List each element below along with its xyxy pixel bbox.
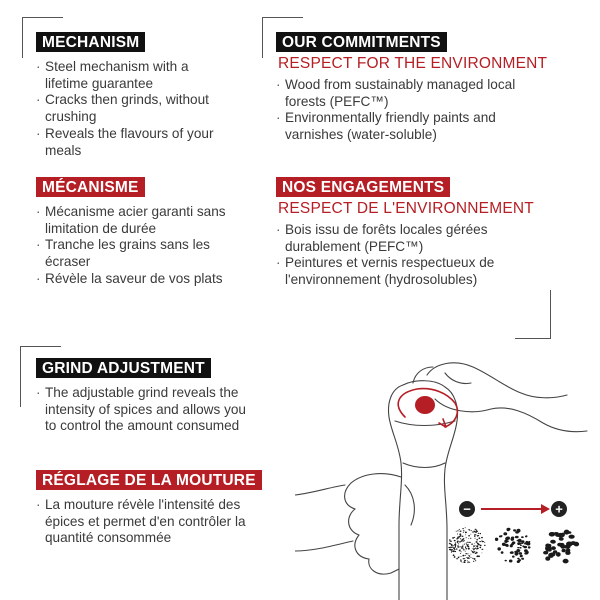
commitments-heading: OUR COMMITMENTS bbox=[276, 32, 447, 52]
mecanisme-list bbox=[36, 204, 236, 288]
red-knob-icon bbox=[415, 396, 435, 414]
svg-text:−: − bbox=[463, 501, 471, 517]
hand-turning-grinder-icon bbox=[295, 363, 587, 600]
list-item: · Cracks then grinds, without crushing bbox=[36, 92, 226, 125]
grind-list bbox=[36, 385, 261, 435]
list-item: · Mécanisme acier garanti sans limitation de durée bbox=[36, 204, 236, 237]
mechanism-heading: MECHANISM bbox=[36, 32, 145, 52]
list-item: · Environmentally friendly paints and varnishes (water-soluble) bbox=[276, 110, 541, 143]
mecanisme-heading: MÉCANISME bbox=[36, 177, 145, 197]
list-item: · La mouture révèle l'intensité des épices et permet d'en contrôler la quantité consommée bbox=[36, 497, 266, 547]
list-item: · Wood from sustainably managed local forests (PEFC™) bbox=[276, 77, 541, 110]
list-item: · Révèle la saveur de vos plats bbox=[36, 271, 236, 288]
list-item: · Peintures et vernis respectueux de l'environnement (hydrosolubles) bbox=[276, 255, 516, 288]
list-item: · Tranche les grains sans les écraser bbox=[36, 237, 236, 270]
engagements-subheading: RESPECT DE L'ENVIRONNEMENT bbox=[278, 200, 534, 217]
medium-grind-icon bbox=[495, 528, 531, 563]
grind-illustration bbox=[295, 345, 600, 600]
grind-heading: GRIND ADJUSTMENT bbox=[36, 358, 211, 378]
fine-grind-icon bbox=[448, 527, 485, 563]
list-item: · Steel mechanism with a lifetime guarantee bbox=[36, 59, 226, 92]
engagements-list bbox=[276, 222, 516, 289]
minus-icon bbox=[459, 501, 475, 517]
reglage-list bbox=[36, 497, 266, 547]
list-item: · Bois issu de forêts locales gérées durablement (PEFC™) bbox=[276, 222, 516, 255]
engagements-heading: NOS ENGAGEMENTS bbox=[276, 177, 450, 197]
list-item: · The adjustable grind reveals the intensity of spices and allows you to control the amount consumed bbox=[36, 385, 261, 435]
list-item: · Reveals the flavours of your meals bbox=[36, 126, 226, 159]
arrow-right-icon bbox=[481, 504, 550, 514]
commitments-subheading: RESPECT FOR THE ENVIRONMENT bbox=[278, 55, 548, 72]
plus-icon bbox=[551, 501, 567, 517]
commitments-list bbox=[276, 77, 541, 144]
reglage-heading: RÉGLAGE DE LA MOUTURE bbox=[36, 470, 262, 490]
mechanism-list bbox=[36, 59, 226, 159]
commitments-frame-bottom bbox=[515, 290, 551, 339]
svg-text:+: + bbox=[555, 501, 563, 517]
coarse-grind-icon bbox=[543, 530, 579, 564]
